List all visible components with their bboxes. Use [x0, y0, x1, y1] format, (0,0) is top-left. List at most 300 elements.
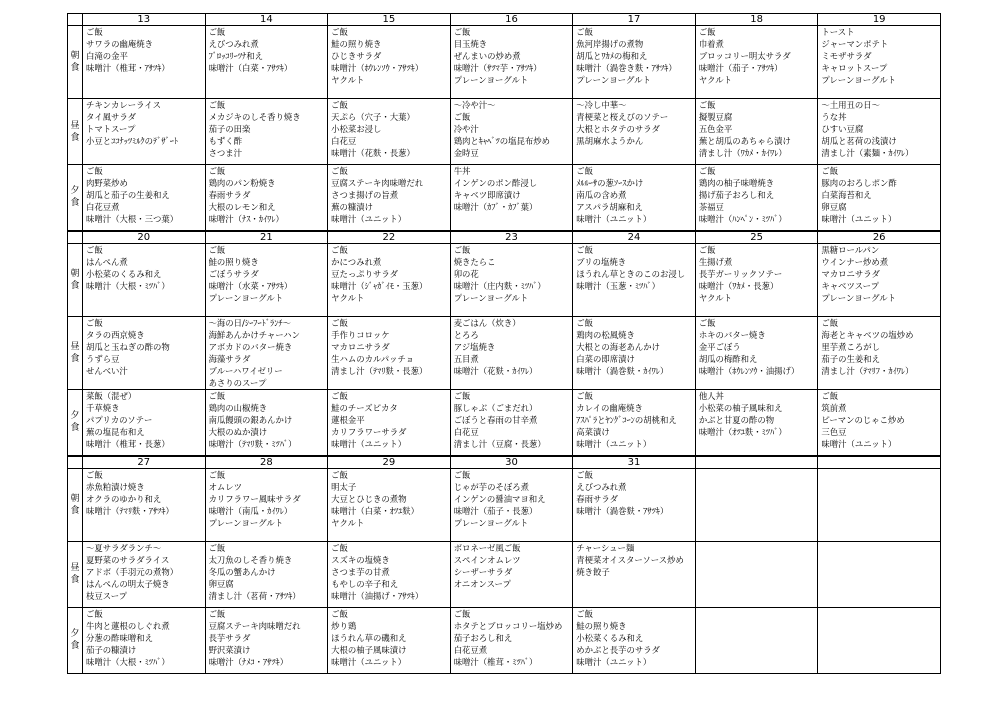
dinner-row [68, 607, 941, 673]
breakfast-label-char: 食 [70, 63, 80, 73]
dinner-row [68, 165, 941, 231]
menu-item: ご飯 [331, 608, 348, 619]
date-cell: 17 [573, 14, 696, 26]
breakfast-label [68, 468, 83, 541]
dinner-label-char: 食 [70, 641, 80, 652]
lunch-label-char: 食 [70, 132, 80, 143]
lunch-menu-cell [818, 316, 941, 390]
menu-item: 胡瓜の梅酢和え [698, 353, 758, 364]
menu-item: 白菜の即席漬け [576, 353, 635, 364]
menu-item: ご飯 [698, 244, 716, 255]
menu-item: 大根とホタテのサラダ [576, 124, 660, 135]
dinner-menu-cell [573, 165, 696, 231]
breakfast-row [68, 243, 941, 316]
menu-item: スズキの塩焼き [331, 554, 390, 565]
menu-item: 肉野菜炒め [86, 178, 128, 189]
menu-item: めかぶと長芋のサラダ [576, 644, 660, 655]
breakfast-menu-cell [328, 468, 451, 541]
menu-item: 天ぷら（穴子・大葉） [331, 112, 415, 123]
menu-item: カリフラワー風味サラダ [208, 493, 301, 504]
menu-item: 大根のレモン和え [208, 202, 276, 213]
menu-item: スペインオムレツ [453, 554, 521, 565]
lunch-menu-cell [450, 541, 573, 607]
menu-item: 味噌汁（渦巻麩・ｶｲﾜﾚ） [576, 365, 669, 376]
lunch-label-char: 食 [70, 353, 80, 364]
menu-item: ご飯 [576, 608, 593, 619]
menu-item: 千草焼き [86, 403, 120, 414]
menu-item: ぜんまいの炒め煮 [453, 51, 521, 62]
menu-item: ヤクルト [331, 75, 365, 86]
date-cell: 15 [328, 14, 451, 26]
menu-item: アスパラ胡麻和え [576, 202, 643, 213]
menu-item: オクラのゆかり和え [86, 493, 162, 504]
menu-item: 枝豆スープ [86, 590, 128, 601]
menu-item: 小松菜くるみ和え [576, 632, 644, 643]
breakfast-row [68, 26, 941, 99]
menu-item: キャベツ即席漬け [453, 190, 521, 201]
menu-item: 白花豆煮 [453, 644, 488, 655]
menu-item: 擬製豆腐 [698, 112, 733, 123]
menu-item: オニオンスープ [453, 578, 511, 589]
menu-item: 味噌汁（茄子・ｱｻﾂｷ） [698, 63, 783, 74]
date-cell: 21 [205, 231, 328, 244]
lunch-menu-cell [328, 99, 451, 165]
menu-item: うな丼 [821, 112, 847, 123]
lunch-row [68, 99, 941, 165]
breakfast-row [68, 468, 941, 541]
dinner-row [68, 390, 941, 456]
menu-item: ご飯 [576, 27, 593, 37]
date-cell: 23 [450, 231, 573, 244]
menu-item: ピーマンのじゃこ炒め [821, 415, 905, 426]
breakfast-menu-cell [205, 243, 328, 316]
breakfast-menu-cell [573, 243, 696, 316]
breakfast-menu-cell [83, 26, 206, 99]
menu-item: プレーンヨーグルト [821, 75, 896, 86]
menu-item: 菜飯（混ぜ） [86, 391, 137, 402]
menu-item: 豆腐ステーキ肉味噌だれ [208, 620, 301, 631]
lunch-menu-cell [328, 541, 451, 607]
menu-item: 目玉焼き [453, 39, 488, 50]
menu-item: 味噌汁（渦巻麩・ｱｻﾂｷ） [576, 505, 669, 516]
menu-item: ほうれん草の磯和え [331, 632, 407, 643]
menu-item: 生揚げ煮 [698, 256, 733, 267]
menu-item: 他人丼 [698, 391, 724, 402]
menu-item: ブリの塩焼き [576, 256, 627, 267]
menu-item: トマトスープ [86, 124, 136, 135]
menu-item: サワラの幽庵焼き [86, 39, 153, 50]
menu-item: ごぼうサラダ [208, 268, 259, 279]
menu-item: 鮭の照り焼き [208, 256, 259, 267]
menu-item: 蕪と胡瓜のあちゃら漬け [698, 136, 791, 147]
menu-item: ごぼうと春雨の甘辛煮 [453, 415, 538, 426]
dinner-menu-cell [205, 165, 328, 231]
menu-item: ご飯 [821, 166, 839, 176]
breakfast-label [68, 243, 83, 316]
lunch-menu-cell [818, 541, 941, 607]
menu-item: 赤魚粕漬け焼き [86, 481, 145, 492]
menu-item: プレーンヨーグルト [576, 75, 651, 86]
menu-item: プレーンヨーグルト [453, 517, 529, 528]
date-row [68, 456, 941, 469]
menu-item: 黒胡麻水ようかん [576, 136, 644, 147]
menu-item: キャベツスープ [821, 280, 879, 291]
menu-item: 清まし汁（素麺・ｶｲﾜﾚ） [821, 148, 914, 159]
menu-item: さつま芋の甘煮 [331, 566, 390, 577]
menu-item: ～冷や汁～ [453, 100, 496, 110]
dinner-menu-cell [83, 607, 206, 673]
menu-item: チャーシュー麺 [576, 542, 635, 553]
menu-item: ご飯 [208, 100, 226, 110]
dinner-menu-cell [83, 390, 206, 456]
menu-item: ご飯 [453, 27, 471, 37]
lunch-menu-cell [573, 99, 696, 165]
menu-item: ご飯 [208, 244, 226, 255]
menu-item: 野沢菜漬け [208, 644, 251, 655]
menu-item: 小豆とｺｺﾅｯﾂﾐﾙｸのﾃﾞｻﾞｰﾄ [86, 136, 179, 147]
menu-item: 生ハムのカルパッチョ [331, 353, 415, 364]
menu-item: 筑前煮 [821, 403, 847, 414]
dinner-menu-cell [450, 390, 573, 456]
lunch-menu-cell [450, 99, 573, 165]
menu-item: ご飯 [698, 100, 716, 110]
breakfast-menu-cell [450, 243, 573, 316]
menu-item: 蓮根金平 [331, 415, 365, 426]
menu-item: 味噌汁（花麩・ｶｲﾜﾚ） [453, 365, 538, 376]
menu-item: ご飯 [453, 391, 471, 402]
menu-item: キャロットスープ [821, 63, 888, 74]
breakfast-menu-cell [695, 468, 818, 541]
breakfast-menu-cell [818, 468, 941, 541]
lunch-menu-cell [205, 99, 328, 165]
lunch-menu-cell [83, 316, 206, 390]
menu-item: タイ風サラダ [86, 112, 136, 123]
menu-item: ご飯 [576, 391, 593, 402]
menu-item: ～土用丑の日～ [821, 100, 880, 110]
date-cell: 25 [695, 231, 818, 244]
date-row [68, 231, 941, 244]
menu-item: 三色豆 [821, 427, 847, 438]
menu-item: アボカドのバター焼き [208, 341, 293, 352]
menu-item: 味噌汁（ｵﾂﾕ麩・ﾐﾂﾊﾞ） [698, 427, 787, 438]
menu-item: 揚げ茄子おろし和え [698, 190, 775, 201]
dinner-menu-cell [328, 165, 451, 231]
menu-item: はんぺんの明太子焼き [86, 578, 170, 589]
date-cell: 14 [205, 14, 328, 26]
menu-item: もやしの辛子和え [331, 578, 399, 589]
lunch-menu-cell [695, 316, 818, 390]
menu-item: オムレツ [208, 481, 243, 492]
menu-item: ヤクルト [331, 292, 365, 303]
menu-item: ご飯 [86, 166, 103, 176]
menu-item: ご飯 [208, 166, 226, 176]
menu-item: 味噌汁（ユニット） [576, 656, 652, 667]
menu-item: プレーンヨーグルト [453, 292, 529, 303]
menu-item: さつま汁 [208, 148, 243, 159]
lunch-menu-cell [573, 541, 696, 607]
menu-item: 胡瓜と玉ねぎの酢の物 [86, 341, 170, 352]
menu-item: ヤクルト [698, 75, 733, 86]
menu-item: 清まし汁（ﾃﾏﾘ麩・長葱） [331, 365, 428, 376]
menu-item: 茄子おろし和え [453, 632, 513, 643]
lunch-menu-cell [818, 99, 941, 165]
menu-item: 春雨サラダ [208, 190, 251, 201]
dinner-menu-cell [450, 607, 573, 673]
dinner-menu-cell [818, 390, 941, 456]
menu-item: 太刀魚のしそ香り焼き [208, 554, 293, 565]
menu-item: ご飯 [698, 27, 716, 37]
menu-item: 味噌汁（大根・ﾐﾂﾊﾞ） [86, 656, 170, 667]
breakfast-label-char: 朝 [70, 268, 80, 279]
menu-item: 清まし汁（豆腐・長葱） [453, 439, 546, 450]
menu-item: 豆腐ステーキ肉味噌だれ [331, 178, 424, 189]
menu-item: 味噌汁（ユニット） [331, 214, 407, 225]
menu-item: 鶏肉の山椒焼き [208, 403, 268, 414]
date-cell [818, 456, 941, 469]
lunch-label [68, 541, 83, 607]
breakfast-menu-cell [83, 243, 206, 316]
date-cell: 26 [818, 231, 941, 244]
menu-item: 牛肉と蓮根のしぐれ煮 [86, 620, 170, 631]
menu-item: 黒糖ロールパン [821, 244, 880, 255]
menu-item: ご飯 [331, 166, 348, 176]
date-cell: 22 [328, 231, 451, 244]
menu-item: 味噌汁（ユニット） [821, 439, 897, 450]
menu-item: 卵豆腐 [821, 202, 847, 213]
menu-item: ご飯 [453, 469, 471, 480]
breakfast-label-char: 朝 [70, 51, 80, 61]
menu-item: 味噌汁（ﾃﾏﾘ麩・ﾐﾂﾊﾞ） [208, 439, 297, 450]
menu-item: シーザーサラダ [453, 566, 513, 577]
breakfast-label [68, 26, 83, 99]
breakfast-menu-cell [328, 243, 451, 316]
menu-item: チキンカレーライス [86, 100, 161, 110]
date-row-corner [68, 231, 83, 244]
lunch-menu-cell [328, 316, 451, 390]
dinner-label [68, 390, 83, 456]
breakfast-menu-cell [573, 468, 696, 541]
menu-item: ご飯 [576, 317, 593, 328]
dinner-menu-cell [573, 390, 696, 456]
menu-item: 卯の花 [453, 268, 479, 279]
menu-item: 小松菜の柚子風味和え [698, 403, 783, 414]
menu-item: ご飯 [821, 317, 839, 328]
menu-item: 炒り鶏 [331, 620, 357, 631]
menu-item: 味噌汁（庄内麩・ﾐﾂﾊﾞ） [453, 280, 546, 291]
menu-item: ～海の日/ｼｰﾌｰﾄﾞﾗﾝﾁ～ [208, 317, 291, 328]
dinner-menu-cell [205, 390, 328, 456]
date-cell: 27 [83, 456, 206, 469]
menu-item: ほうれん草ときのこのお浸し [576, 268, 686, 279]
menu-item: ご飯 [331, 317, 348, 328]
lunch-menu-cell [450, 316, 573, 390]
lunch-label-char: 食 [70, 575, 80, 586]
breakfast-menu-cell [450, 26, 573, 99]
menu-item: 味噌汁（ユニット） [576, 439, 652, 450]
menu-item: 味噌汁（ユニット） [576, 214, 652, 225]
menu-item: 味噌汁（ユニット） [821, 214, 897, 225]
menu-item: 鶏肉の松風焼き [576, 329, 635, 340]
menu-item: 青梗菜オイスターソース炒め [576, 554, 684, 565]
menu-item: 白花豆 [453, 427, 479, 438]
menu-item: 味噌汁（ﾜｶﾒ・長葱） [698, 280, 779, 291]
menu-item: ご飯 [86, 469, 103, 480]
menu-item: ご飯 [86, 244, 103, 255]
menu-item: はんぺん煮 [86, 256, 128, 267]
breakfast-menu-cell [205, 468, 328, 541]
menu-item: 味噌汁（白菜・ｱｻﾂｷ） [208, 63, 293, 74]
menu-item: 味噌汁（油揚げ・ｱｻﾂｷ） [331, 590, 424, 601]
menu-item: 味噌汁（ﾅｽ・ｶｲﾜﾚ） [208, 214, 284, 225]
menu-item: 長芋サラダ [208, 632, 251, 643]
menu-item: 味噌汁（ﾎｳﾚﾝｿｳ・ｱｻﾂｷ） [331, 63, 424, 74]
menu-item: 冷や汁 [453, 124, 479, 135]
menu-item: ご飯 [331, 469, 348, 480]
menu-item: 金時豆 [453, 148, 479, 159]
menu-item: 海藻サラダ [208, 353, 251, 364]
dinner-menu-cell [328, 390, 451, 456]
dinner-menu-cell [328, 607, 451, 673]
menu-item: 海鮮あんかけチャーハン [208, 329, 301, 340]
menu-item: 白菜海苔和え [821, 190, 872, 201]
menu-item: 南瓜饅頭の銀あんかけ [208, 415, 293, 426]
menu-item: 味噌汁（南瓜・ｶｲﾜﾚ） [208, 505, 293, 516]
menu-item: ～夏サラダランチ～ [86, 542, 162, 553]
date-cell [695, 456, 818, 469]
menu-item: ご飯 [698, 166, 716, 176]
menu-item: 味噌汁（花麩・長葱） [331, 148, 415, 159]
menu-item: 胡瓜とﾜｶﾒの梅和え [576, 51, 648, 62]
dinner-menu-cell [695, 607, 818, 673]
menu-item: ご飯 [698, 317, 716, 328]
menu-item: 夏野菜のサラダライス [86, 554, 170, 565]
menu-item: 胡瓜と茗荷の浅漬け [821, 136, 897, 147]
menu-item: 海老とキャベツの塩炒め [821, 329, 914, 340]
menu-item: ご飯 [208, 469, 226, 480]
menu-item: 味噌汁（白菜・ｵﾂﾕ麩） [331, 505, 420, 516]
date-cell: 28 [205, 456, 328, 469]
menu-item: プレーンヨーグルト [821, 292, 896, 303]
breakfast-menu-cell [83, 468, 206, 541]
menu-item: もずく酢 [208, 136, 243, 147]
menu-item: 味噌汁（ﾎｳﾚﾝｿｳ・油揚げ） [698, 365, 800, 376]
menu-item: 牛丼 [453, 166, 471, 176]
menu-item: ご飯 [576, 469, 593, 480]
menu-item: ウインナー炒め煮 [821, 256, 889, 267]
menu-item: プレーンヨーグルト [208, 292, 284, 303]
menu-item: 巾着煮 [698, 39, 724, 50]
lunch-menu-cell [695, 99, 818, 165]
menu-item: 鶏肉のパン粉焼き [208, 178, 276, 189]
dinner-menu-cell [83, 165, 206, 231]
breakfast-menu-cell [205, 26, 328, 99]
breakfast-menu-cell [818, 26, 941, 99]
menu-item: マカロニサラダ [821, 268, 880, 279]
menu-item: ひじきサラダ [331, 51, 382, 62]
menu-item: アジ塩焼き [453, 341, 496, 352]
dinner-label-char: 夕 [70, 629, 80, 640]
lunch-label [68, 316, 83, 390]
menu-item: 味噌汁（ﾃﾏﾘ麩・ｱｻﾂｷ） [86, 505, 174, 516]
menu-item: 大根の柚子風味漬け [331, 644, 407, 655]
menu-item: ご飯 [208, 608, 226, 619]
menu-item: かぶと甘夏の酢の物 [698, 415, 775, 426]
menu-item: インゲンのポン酢浸し [453, 178, 538, 189]
date-row-corner [68, 14, 83, 26]
menu-item: ｱｽﾊﾟﾗとﾔﾝｸﾞｺｰﾝの胡桃和え [576, 415, 677, 426]
menu-item: 味噌汁（椎茸・長葱） [86, 439, 170, 450]
dinner-label-char: 夕 [70, 411, 80, 422]
lunch-label-char: 昼 [70, 120, 80, 131]
menu-item: インゲンの醤油マヨ和え [453, 493, 546, 504]
menu-item: 麦ごはん（炊き） [453, 317, 521, 328]
dinner-label [68, 607, 83, 673]
menu-item: 味噌汁（水菜・ｱｻﾂｷ） [208, 280, 293, 291]
menu-item: ﾌﾞﾛｯｺﾘｰﾂﾅ和え [208, 51, 263, 62]
date-cell: 30 [450, 456, 573, 469]
menu-item: 味噌汁（玉葱・ﾐﾂﾊﾞ） [576, 280, 660, 291]
menu-item: ヤクルト [331, 517, 365, 528]
lunch-menu-cell [573, 316, 696, 390]
menu-item: 小松菜お浸し [331, 124, 382, 135]
menu-item: ご飯 [208, 391, 226, 402]
menu-item: ブルーハワイゼリー [208, 365, 283, 376]
menu-item: 味噌汁（ユニット） [331, 439, 407, 450]
date-cell: 19 [818, 14, 941, 26]
breakfast-label-char: 朝 [70, 493, 80, 504]
menu-item: マカロニサラダ [331, 341, 390, 352]
menu-item: ご飯 [331, 391, 348, 402]
menu-item: ヤクルト [698, 292, 733, 303]
menu-item: 南瓜の含め煮 [576, 190, 627, 201]
menu-item: 味噌汁（大根・ﾐﾂﾊﾞ） [86, 280, 170, 291]
menu-item: カリフラワーサラダ [331, 427, 407, 438]
menu-item: 茶福豆 [698, 202, 724, 213]
menu-item: 五色金平 [698, 124, 733, 135]
menu-item: 茄子の糠漬け [86, 644, 137, 655]
menu-item: 豆たっぷりサラダ [331, 268, 399, 279]
menu-item: あさりのスープ [208, 377, 267, 388]
menu-item: 白滝の金平 [86, 51, 128, 62]
lunch-label-char: 昼 [70, 341, 80, 352]
menu-item: トースト [821, 27, 855, 37]
menu-item: プレーンヨーグルト [208, 517, 284, 528]
menu-item: 蕪の塩昆布和え [86, 427, 145, 438]
lunch-row [68, 541, 941, 607]
date-cell: 24 [573, 231, 696, 244]
menu-item: 鶏肉とｷｬﾍﾞﾂの塩昆布炒め [453, 136, 550, 147]
menu-item: 鮭のチーズピカタ [331, 403, 398, 414]
lunch-label [68, 99, 83, 165]
menu-item: 大根のぬか漬け [208, 427, 268, 438]
dinner-label-char: 食 [70, 198, 80, 209]
menu-item: ご飯 [86, 317, 103, 328]
menu-item: ひすい豆腐 [821, 124, 864, 135]
menu-item: 茄子の田楽 [208, 124, 251, 135]
menu-item: 味噌汁（ｻﾂﾏ芋・ｱｻﾂｷ） [453, 63, 542, 74]
menu-item: 味噌汁（ｶﾌﾞ・ｶﾌﾞ葉） [453, 202, 538, 213]
date-cell: 16 [450, 14, 573, 26]
date-cell: 20 [83, 231, 206, 244]
menu-item: ご飯 [576, 244, 593, 255]
menu-item: ご飯 [331, 27, 348, 37]
menu-item: 蕪の糠漬け [331, 202, 373, 213]
menu-item: ご飯 [453, 244, 471, 255]
lunch-row [68, 316, 941, 390]
menu-item: メカジキのしそ香り焼き [208, 112, 301, 123]
menu-item: さつま揚げの旨煮 [331, 190, 399, 201]
menu-item: 青梗菜と桜えびのソテー [576, 112, 669, 123]
